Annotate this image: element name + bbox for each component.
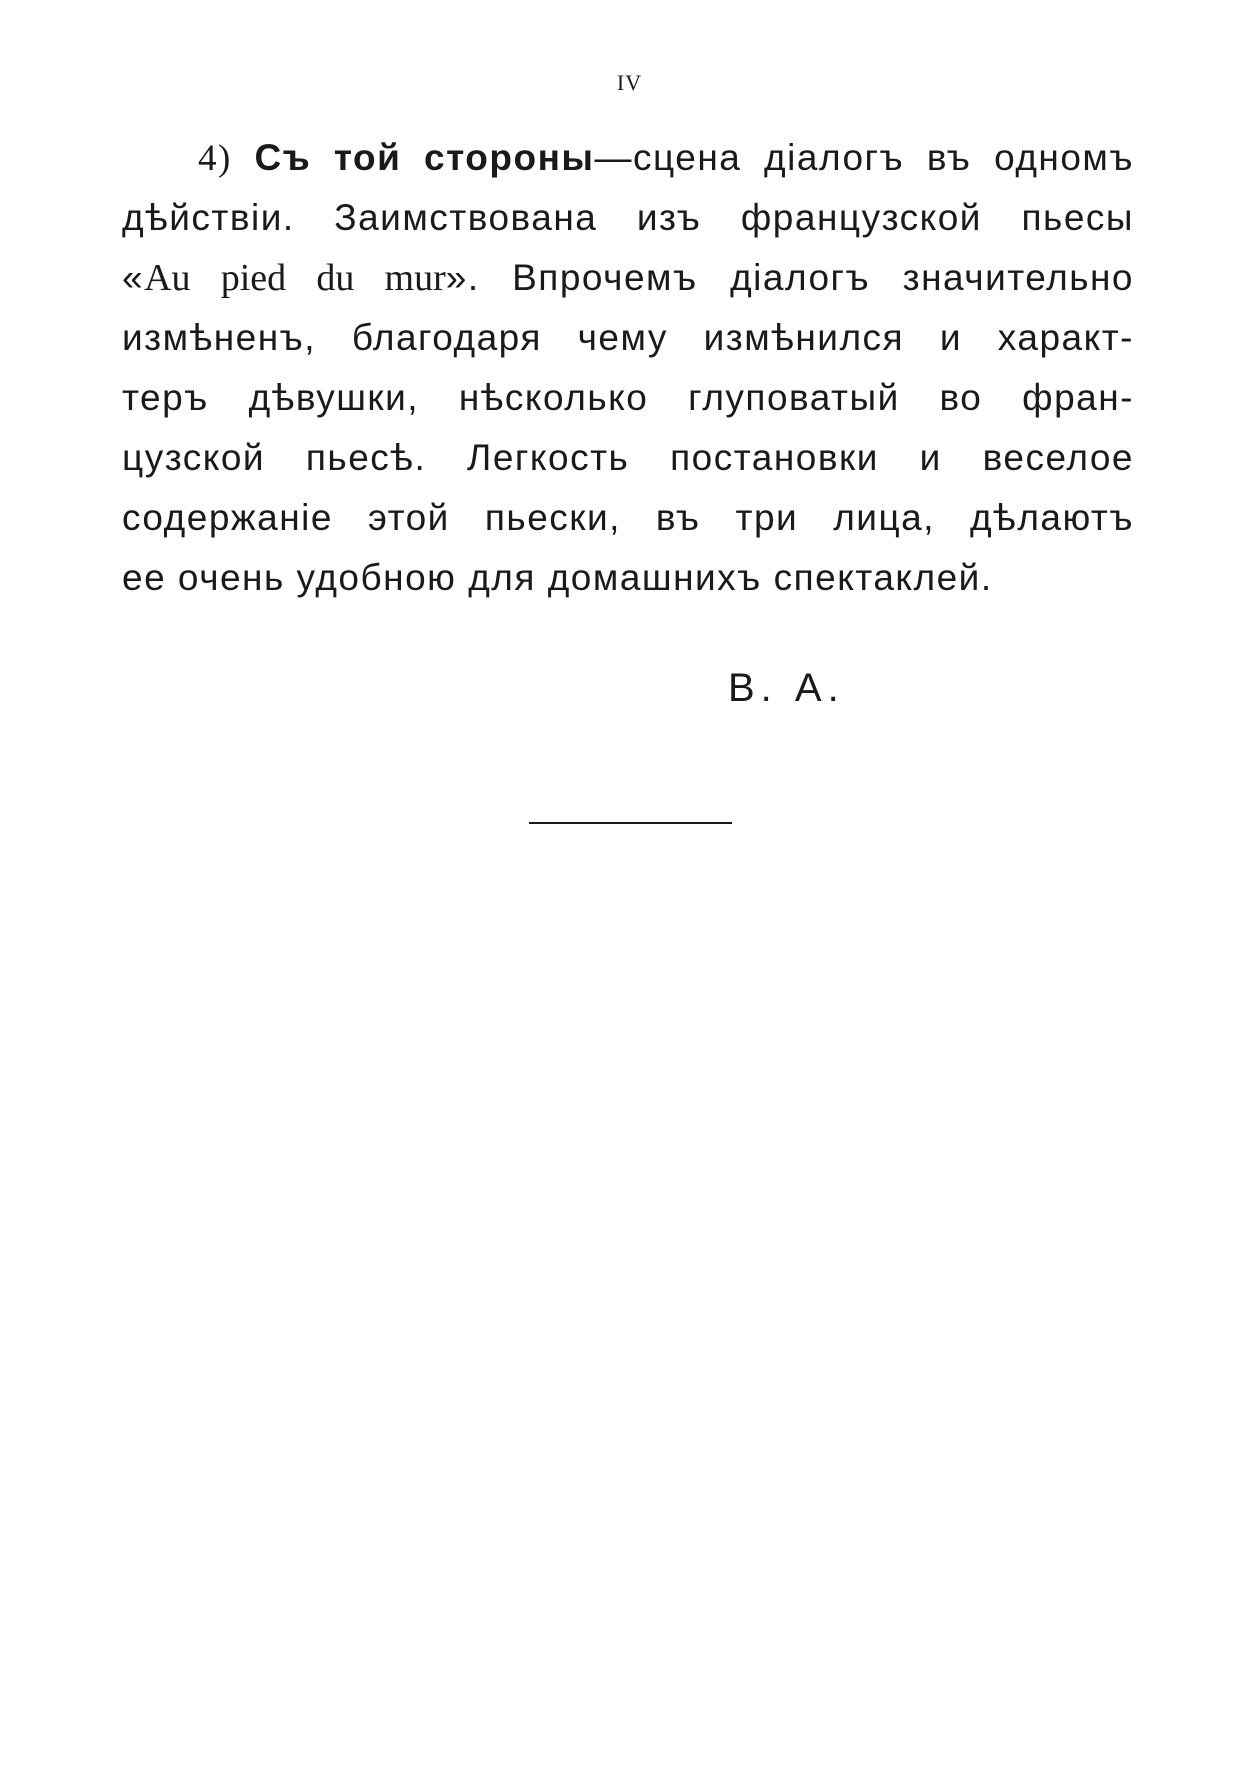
quote-open: « bbox=[122, 257, 145, 298]
line-1-text: —сцена діалогъ въ одномъ bbox=[594, 137, 1134, 178]
page-number: IV bbox=[616, 70, 643, 95]
paragraph bbox=[122, 128, 1134, 608]
french-play-title: Au pied du mur bbox=[144, 257, 446, 299]
paragraph-line-8: ее очень удобною для домашнихъ спектаклей. bbox=[122, 557, 993, 598]
paragraph-line-2: дѣйствіи. Заимствована изъ французской пьесы bbox=[122, 197, 1134, 238]
author-signature: В. А. bbox=[728, 666, 845, 710]
paragraph-line-5: теръ дѣвушки, нѣсколько глуповатый во фран- bbox=[122, 377, 1134, 418]
play-title: Съ той стороны bbox=[254, 137, 595, 178]
paragraph-line-3 bbox=[122, 248, 1134, 308]
paragraph-line-7: содержаніе этой пьески, въ три лица, дѣлаютъ bbox=[122, 497, 1134, 538]
paragraph-line-4: измѣненъ, благодаря чему измѣнился и характ- bbox=[122, 317, 1134, 358]
item-number: 4) bbox=[198, 138, 232, 179]
paragraph-line-6: цузской пьесѣ. Легкость постановки и веселое bbox=[122, 437, 1134, 478]
line-3-text: ». Впрочемъ діалогъ значительно bbox=[445, 257, 1134, 298]
paragraph-line-1 bbox=[122, 128, 1134, 188]
section-divider bbox=[529, 822, 732, 824]
